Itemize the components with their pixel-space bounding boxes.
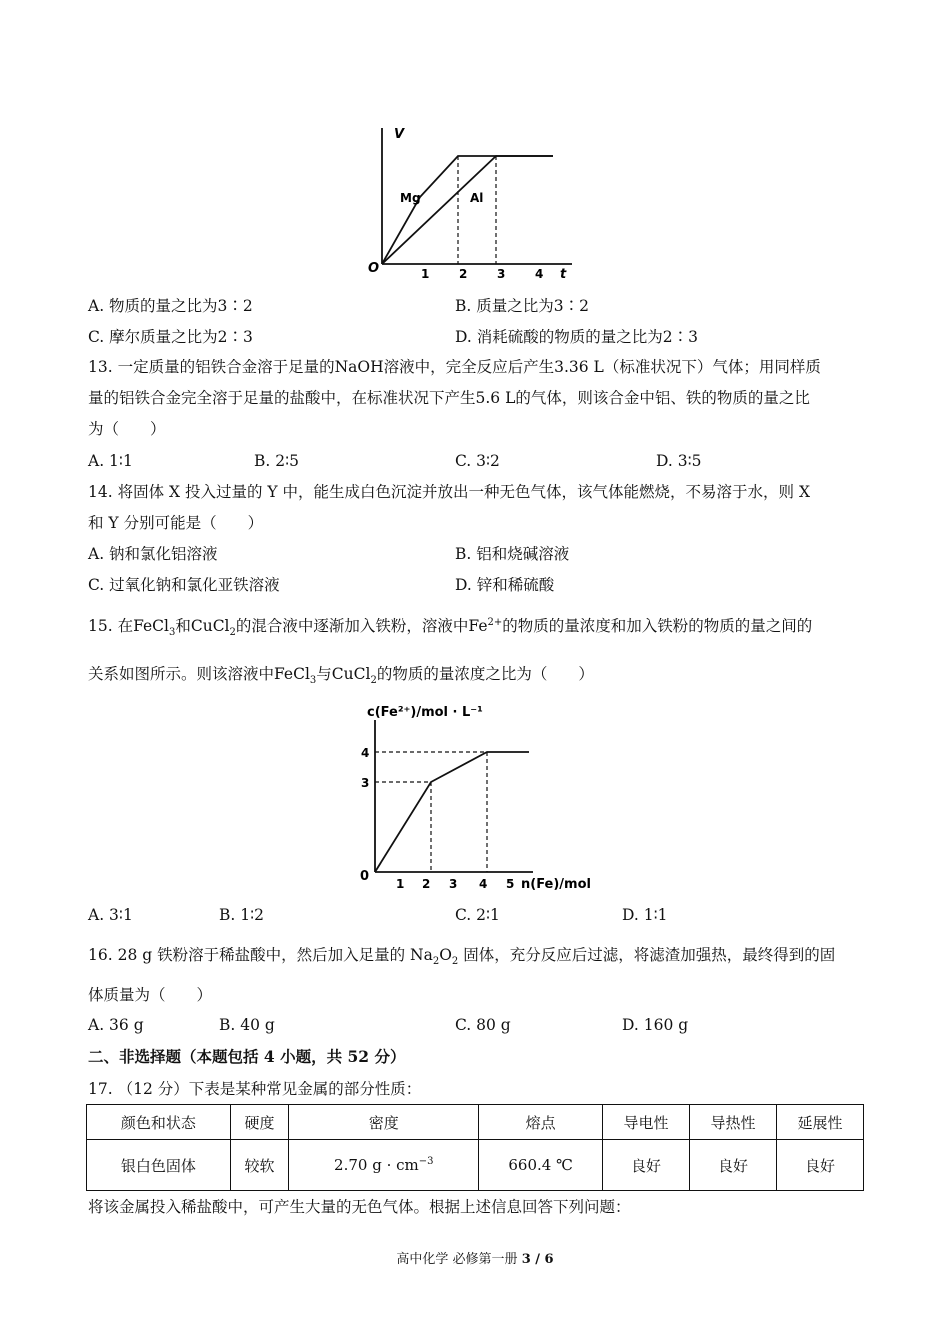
chart-fe2-concentration [345,700,615,896]
q15-option-c: C. 2∶1 [455,906,500,924]
q16-sub-1: 2 [432,956,440,968]
q12-option-a: A. 物质的量之比为3∶2 [88,297,253,315]
q16-sub-2: 2 [451,956,459,968]
chart2-ytick-3: 3 [361,776,370,790]
footer-course: 高中化学 必修第一册 [396,1252,522,1267]
q15-text-e: 的混合液中逐渐加入铁粉，溶液中Fe [235,617,488,635]
density-value: 2.70 g · cm [334,1156,419,1174]
q15-text-2e: 的物质的量浓度之比为（ ） [376,665,594,683]
table-cell: 良好 [603,1140,690,1191]
chart1-ylabel: V [394,127,405,142]
table-cell: 良好 [776,1140,863,1191]
table-header-cell: 熔点 [479,1105,603,1140]
q15-sub-1: 3 [168,627,176,639]
table-header-cell: 导电性 [603,1105,690,1140]
q14-stem-line-1: 14. 将固体 X 投入过量的 Y 中，能生成白色沉淀并放出一种无色气体，该气体能燃烧，不易溶于水，则 X [88,483,811,501]
chart2-ylabel: c(Fe²⁺)/mol · L⁻¹ [367,705,483,720]
chart2-xtick-4: 4 [479,877,488,891]
q12-option-d: D. 消耗硫酸的物质的量之比为2∶3 [455,328,698,346]
q15-stem-line-1 [88,616,813,639]
q14-option-a: A. 钠和氯化铝溶液 [88,545,218,563]
q15-text-g: 的物质的量浓度和加入铁粉的物质的量之间的 [502,617,813,635]
chart2-series-fe2 [375,752,529,872]
q16-text-e: 固体，充分反应后过滤，将滤渣加强热，最终得到的固 [458,946,836,964]
page-footer [0,1248,950,1267]
q14-option-b: B. 铝和烧碱溶液 [455,545,570,563]
chart2-xtick-5: 5 [506,877,515,891]
q16-stem-line-1 [88,945,836,968]
q15-sub-4: 2 [370,675,377,687]
table-header-cell: 颜色和状态 [87,1105,231,1140]
chart1-origin: O [368,261,380,276]
q16-option-a: A. 36 g [88,1016,144,1034]
q16-text-a: 16. 28 g 铁粉溶于稀盐酸中，然后加入足量的 Na [88,946,433,964]
q14-option-d: D. 锌和稀硫酸 [455,576,555,594]
q15-option-d: D. 1∶1 [622,906,668,924]
chart1-label-al: Al [470,191,484,205]
q14-stem-line-2: 和 Y 分别可能是（ ） [88,514,264,532]
table-cell-density [289,1140,479,1191]
table-cell: 较软 [230,1140,289,1191]
q16-option-b: B. 40 g [219,1016,275,1034]
section-2-title: 二、非选择题（本题包括 4 小题，共 52 分） [88,1047,406,1066]
q13-option-c: C. 3∶2 [455,452,500,470]
q15-text-2c: 与CuCl [316,665,371,683]
q15-sub-3: 3 [309,675,317,687]
table-header-cell: 密度 [289,1105,479,1140]
table-header-cell: 导热性 [690,1105,777,1140]
table-row [87,1140,864,1191]
q15-stem-line-2 [88,664,594,687]
footer-page-number: 3 / 6 [521,1252,554,1267]
q14-option-c: C. 过氧化钠和氯化亚铁溶液 [88,576,280,594]
q17-after-table: 将该金属投入稀盐酸中，可产生大量的无色气体。根据上述信息回答下列问题： [88,1198,631,1216]
chart-mg-al [360,124,580,284]
q15-option-a: A. 3∶1 [88,906,133,924]
q12-option-b: B. 质量之比为3∶2 [455,297,589,315]
table-header-row [87,1105,864,1140]
q17-intro: 17. （12 分）下表是某种常见金属的部分性质： [88,1080,422,1098]
q13-option-a: A. 1∶1 [88,452,133,470]
chart1-xtick-1: 1 [421,267,430,281]
chart1-xlabel: t [560,267,567,282]
chart1-xtick-3: 3 [497,267,506,281]
chart2-xtick-2: 2 [422,877,431,891]
chart1-xtick-2: 2 [459,267,468,281]
chart2-xlabel: n(Fe)/mol [521,877,591,892]
table-cell: 银白色固体 [87,1140,231,1191]
q15-text-c: 和CuCl [175,617,230,635]
chart2-dashed-guides [375,752,487,872]
chart2-ytick-4: 4 [361,746,370,760]
q16-option-c: C. 80 g [455,1016,511,1034]
q12-option-c: C. 摩尔质量之比为2∶3 [88,328,253,346]
q16-option-d: D. 160 g [622,1016,689,1034]
chart2-xtick-1: 1 [396,877,405,891]
chart2-xtick-3: 3 [449,877,458,891]
chart1-label-mg: Mg [400,191,421,205]
q15-sup-charge: 2+ [487,616,503,628]
table-cell: 660.4 ℃ [479,1140,603,1191]
table-cell: 良好 [690,1140,777,1191]
q15-sub-2: 2 [229,627,236,639]
q15-option-b: B. 1∶2 [219,906,265,924]
chart1-series-al [382,156,553,264]
q13-option-d: D. 3∶5 [656,452,702,470]
density-unit-exponent: −3 [418,1156,434,1167]
q16-text-c: O [439,946,452,964]
q15-text-2a: 关系如图所示。则该溶液中FeCl [88,665,310,683]
chart1-series-mg [382,156,553,264]
chart1-xtick-4: 4 [535,267,544,281]
q13-stem-line-2: 量的铝铁合金完全溶于足量的盐酸中，在标准状况下产生5.6 L的气体，则该合金中铝、铁的物质的量之比 [88,389,810,407]
chart2-origin: 0 [360,869,370,884]
table-header-cell: 延展性 [776,1105,863,1140]
q13-stem-line-1: 13. 一定质量的铝铁合金溶于足量的NaOH溶液中，完全反应后产生3.36 L（标准状况下）气体；用同样质 [88,358,821,376]
chart1-dashed-guides [458,156,496,264]
q16-stem-line-2: 体质量为（ ） [88,986,213,1004]
q15-text-a: 15. 在FeCl [88,617,169,635]
metal-properties-table [86,1104,864,1191]
table-header-cell: 硬度 [230,1105,289,1140]
q13-option-b: B. 2∶5 [254,452,300,470]
q13-stem-line-3: 为（ ） [88,420,166,438]
